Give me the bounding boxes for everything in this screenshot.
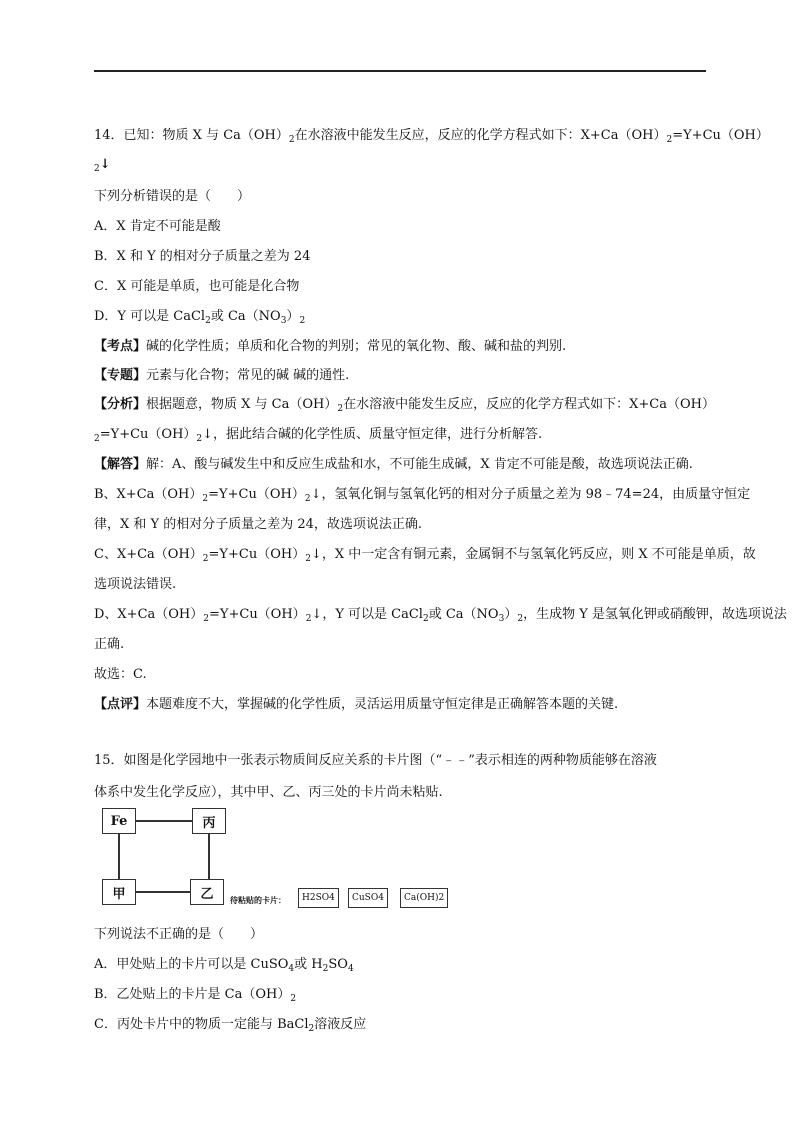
q14-jieda-c-line2: 选项说法错误. [94,577,177,592]
q15-stem-line2: 体系中发生化学反应），其中甲、乙、丙三处的卡片尚未粘贴. [94,785,443,800]
q15-option-b: B．乙处贴上的卡片是 $Ca(OH)_2$ [94,987,297,1004]
q14-option-a: A．X 肯定不可能是酸 [94,219,221,234]
q15-stem-line1: 15．如图是化学园地中一张表示物质间反应关系的卡片图（“﹣﹣”表示相连的两种物质能够在溶液 [94,753,657,768]
q15-option-c: C．丙处卡片中的物质一定能与 BaCl$_2$溶液反应 [94,1017,367,1034]
q14-kaodian: 【考点】碱的化学性质；单质和化合物的判别；常见的氧化物、酸、碱和盐的判别. [94,339,567,354]
q14-prompt: 下列分析错误的是（ ） [94,189,251,204]
card-yi: 乙 [190,879,224,905]
q14-stem-line2: $_2$↓ [94,157,111,174]
q14-fenxi-line1: 【分析】根据题意，物质 X 与 $Ca(OH)_2$在水溶液中能发生反应，反应的化学方程式如下：X+Ca（OH） [94,397,715,414]
cards-to-paste-label: 待粘贴的卡片： [230,895,286,905]
link-bing-yi [208,833,210,879]
q14-fenxi-line2: $_2=Y+Cu(OH)_2↓$，据此结合碱的化学性质、质量守恒定律，进行分析解答. [94,427,543,444]
link-jia-yi [134,891,190,893]
card-cuso4: CuSO 4 [348,888,388,908]
q14-answer: 故选：C. [94,667,147,682]
card-bing: 丙 [192,808,226,834]
q14-option-b: B．X 和 Y 的相对分子质量之差为 24 [94,249,311,264]
q14-jieda-d-line2: 正确. [94,637,125,652]
reaction-card-diagram [94,808,472,918]
card-caoh2: Ca(OH) 2 [400,888,448,908]
card-fe: Fe [102,808,136,834]
q15-prompt: 下列说法不正确的是（ ） [94,927,264,942]
q14-jieda-b-line1: B、$X+Ca(OH)_2=Y+Cu(OH)_2↓$，氢氧化铜与氢氧化钙的相对分子质量之差为 98﹣74=24，由质量守恒定 [94,487,751,504]
q14-option-d: D．Y 可以是 CaCl$_2$或 $Ca(NO_3)_2$ [94,309,306,326]
q14-dianping: 【点评】本题难度不大，掌握碱的化学性质，灵活运用质量守恒定律是正确解答本题的关键. [94,697,619,712]
header-rule [94,70,706,72]
q14-stem-line1: 14．已知：物质 X 与 $Ca(OH)_2$在水溶液中能发生反应，反应的化学方程式如下：$X+Ca(OH)_2=Y+Cu(OH)$ [94,128,769,145]
q14-jieda-b-line2: 律，X 和 Y 的相对分子质量之差为 24，故选项说法正确. [94,517,423,532]
q14-jieda-line1: 【解答】解：A、酸与碱发生中和反应生成盐和水，不可能生成碱，X 肯定不可能是酸，故选项说法正确. [94,457,693,472]
q14-jieda-d-line1: D、$X+Ca(OH)_2=Y+Cu(OH)_2↓$，Y 可以是 CaCl$_2$或 $Ca(NO_3)_2$，生成物 Y 是氢氧化钾或硝酸钾，故选项说法 [94,607,787,624]
q14-jieda-c-line1: C、$X+Ca(OH)_2=Y+Cu(OH)_2↓$，X 中一定含有铜元素，金属铜不与氢氧化钙反应，则 X 不可能是单质，故 [94,547,756,564]
q14-zhuanti: 【专题】元素与化合物；常见的碱 碱的通性. [94,368,350,383]
card-jia: 甲 [102,879,136,905]
card-h2so4: H 2 SO 4 [298,888,339,908]
q14-option-c: C．X 可能是单质，也可能是化合物 [94,279,300,294]
q15-option-a: A．甲处贴上的卡片可以是 CuSO$_4$或 $H_2SO_4$ [94,957,354,974]
